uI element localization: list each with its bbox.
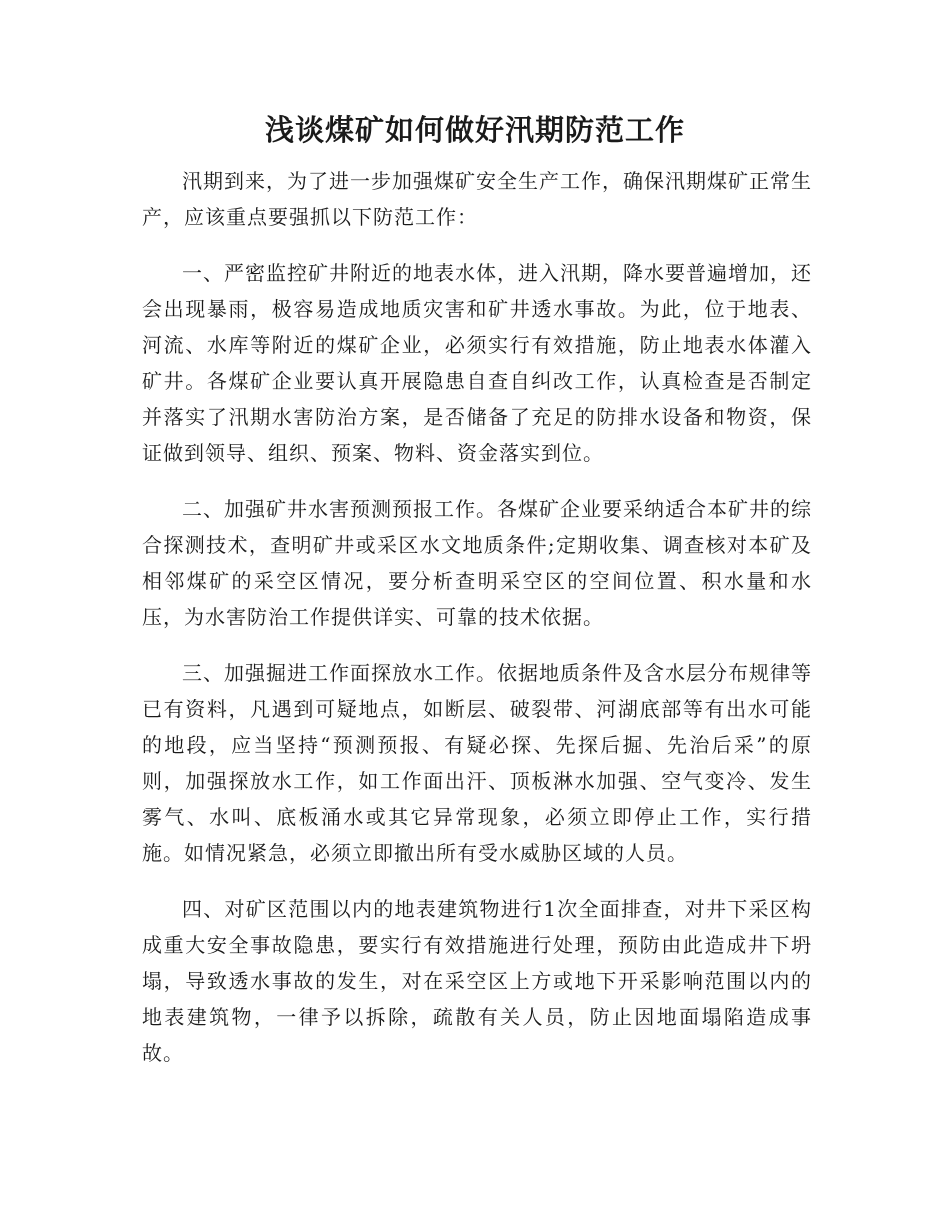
paragraph-section-4: 四、对矿区范围以内的地表建筑物进行1次全面排查，对井下采区构成重大安全事故隐患，要实行有效措施进行处理，预防由此造成井下坍塌，导致透水事故的发生，对在采空区上方或地下开采影响范围以内的地表建筑物，一律予以拆除，疏散有关人员，防止因地面塌陷造成事故。 (142, 897, 812, 1065)
paragraph-section-2: 二、加强矿井水害预测预报工作。各煤矿企业要采纳适合本矿井的综合探测技术，查明矿井或采区水文地质条件;定期收集、调查核对本矿及相邻煤矿的采空区情况，要分析查明采空区的空间位置、积水量和水压，为水害防治工作提供详实、可靠的技术依据。 (142, 497, 812, 629)
paragraph-section-1: 一、严密监控矿井附近的地表水体，进入汛期，降水要普遍增加，还会出现暴雨，极容易造成地质灾害和矿井透水事故。为此，位于地表、河流、水库等附近的煤矿企业，必须实行有效措施，防止地表水体灌入矿井。各煤矿企业要认真开展隐患自查自纠改工作，认真检查是否制定并落实了汛期水害防治方案，是否储备了充足的防排水设备和物资，保证做到领导、组织、预案、物料、资金落实到位。 (142, 261, 812, 465)
paragraph-section-3: 三、加强掘进工作面探放水工作。依据地质条件及含水层分布规律等已有资料，凡遇到可疑地点，如断层、破裂带、河湖底部等有出水可能的地段，应当坚持“预测预报、有疑必探、先探后掘、先治后采”的原则，加强探放水工作，如工作面出汗、顶板淋水加强、空气变冷、发生雾气、水叫、底板涌水或其它异常现象，必须立即停止工作，实行措施。如情况紧急，必须立即撤出所有受水威胁区域的人员。 (142, 661, 812, 865)
document-body (142, 163, 812, 1091)
document-title: 浅谈煤矿如何做好汛期防范工作 (264, 113, 685, 147)
paragraph-intro: 汛期到来，为了进一步加强煤矿安全生产工作，确保汛期煤矿正常生产，应该重点要强抓以下防范工作： (142, 169, 812, 229)
